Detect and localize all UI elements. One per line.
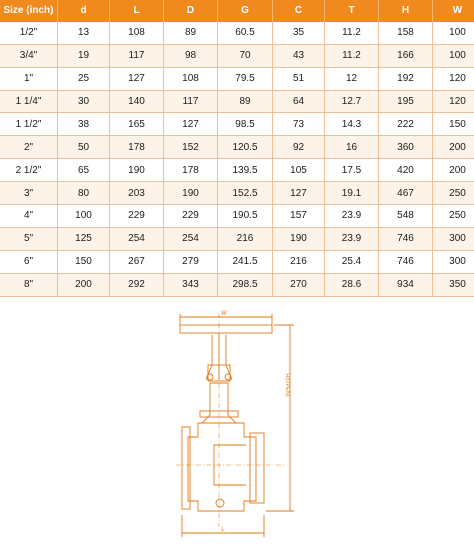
- dimension-cell: 30: [58, 90, 110, 113]
- dimension-cell: 17.5: [325, 159, 379, 182]
- dimension-cell: 50: [58, 136, 110, 159]
- dimension-cell: 178: [164, 159, 218, 182]
- gate-valve-drawing: [174, 305, 314, 545]
- dimension-cell: 60.5: [218, 22, 273, 44]
- dimension-cell: 14.3: [325, 113, 379, 136]
- size-cell: 1/2": [0, 22, 58, 44]
- handwheel-label: W: [221, 311, 227, 317]
- valve-body: [188, 423, 256, 511]
- dimension-cell: 11.2: [325, 22, 379, 44]
- column-header: D: [164, 0, 218, 22]
- dimension-cell: 43: [273, 44, 325, 67]
- dimension-cell: 25.4: [325, 250, 379, 273]
- table-row: [0, 22, 474, 44]
- table-row: [0, 136, 474, 159]
- dimension-cell: 192: [379, 67, 433, 90]
- dimension-cell: 79.5: [218, 67, 273, 90]
- dimension-cell: 120: [433, 90, 474, 113]
- table-row: [0, 227, 474, 250]
- table-row: [0, 250, 474, 273]
- size-cell: 2": [0, 136, 58, 159]
- dimension-cell: 178: [110, 136, 164, 159]
- dimension-cell: 120: [433, 67, 474, 90]
- dimension-cell: 117: [164, 90, 218, 113]
- column-header: W: [433, 0, 474, 22]
- dimension-cell: 16: [325, 136, 379, 159]
- column-header: T: [325, 0, 379, 22]
- dimension-cell: 279: [164, 250, 218, 273]
- dimension-cell: 166: [379, 44, 433, 67]
- table-row: [0, 44, 474, 67]
- dimension-cell: 300: [433, 227, 474, 250]
- drain-plug: [216, 499, 224, 507]
- dimension-cell: 300: [433, 250, 474, 273]
- size-cell: 2 1/2": [0, 159, 58, 182]
- dimension-cell: 343: [164, 273, 218, 296]
- column-header: L: [110, 0, 164, 22]
- dimension-cell: 203: [110, 182, 164, 205]
- table-row: [0, 113, 474, 136]
- size-cell: 6": [0, 250, 58, 273]
- dimension-cell: 11.2: [325, 44, 379, 67]
- dimension-cell: 150: [433, 113, 474, 136]
- size-cell: 1 1/2": [0, 113, 58, 136]
- dimension-cell: 200: [433, 136, 474, 159]
- size-cell: 8": [0, 273, 58, 296]
- dimension-cell: 140: [110, 90, 164, 113]
- dimension-cell: 12: [325, 67, 379, 90]
- dimension-cell: 250: [433, 182, 474, 205]
- dimension-cell: 127: [110, 67, 164, 90]
- dimension-cell: 92: [273, 136, 325, 159]
- dimension-cell: 254: [164, 227, 218, 250]
- dimension-cell: 19: [58, 44, 110, 67]
- dimension-cell: 100: [58, 205, 110, 228]
- dimension-cell: 229: [110, 205, 164, 228]
- dimension-cell: 190.5: [218, 205, 273, 228]
- right-end-port: [250, 433, 264, 503]
- dimension-cell: 158: [379, 22, 433, 44]
- dimension-cell: 157: [273, 205, 325, 228]
- dimension-cell: 216: [273, 250, 325, 273]
- dimension-cell: 350: [433, 273, 474, 296]
- dimension-cell: 127: [164, 113, 218, 136]
- dimension-cell: 89: [164, 22, 218, 44]
- handwheel-outline: [180, 325, 272, 333]
- dimension-cell: 746: [379, 227, 433, 250]
- dimension-cell: 270: [273, 273, 325, 296]
- dimension-cell: 152: [164, 136, 218, 159]
- dimension-cell: 298.5: [218, 273, 273, 296]
- dimension-cell: 89: [218, 90, 273, 113]
- left-end-flange: [182, 427, 190, 509]
- dimension-cell: 28.6: [325, 273, 379, 296]
- table-row: [0, 273, 474, 296]
- dimension-cell: 152.5: [218, 182, 273, 205]
- dimension-cell: 98: [164, 44, 218, 67]
- dimension-cell: 117: [110, 44, 164, 67]
- column-header: G: [218, 0, 273, 22]
- column-header: C: [273, 0, 325, 22]
- dimension-cell: 467: [379, 182, 433, 205]
- dimension-cell: 13: [58, 22, 110, 44]
- dimension-cell: 25: [58, 67, 110, 90]
- dimension-cell: 292: [110, 273, 164, 296]
- size-cell: 5": [0, 227, 58, 250]
- dimension-cell: 200: [433, 159, 474, 182]
- dimension-cell: 80: [58, 182, 110, 205]
- table-row: [0, 159, 474, 182]
- dimension-cell: 12.7: [325, 90, 379, 113]
- dimension-cell: 127: [273, 182, 325, 205]
- dimension-cell: 73: [273, 113, 325, 136]
- table-header-row: [0, 0, 474, 22]
- dimension-cell: 746: [379, 250, 433, 273]
- dimension-cell: 120.5: [218, 136, 273, 159]
- dimension-cell: 65: [58, 159, 110, 182]
- column-header: Size (inch): [0, 0, 58, 22]
- table-row: [0, 90, 474, 113]
- dimension-cell: 267: [110, 250, 164, 273]
- dimension-cell: 51: [273, 67, 325, 90]
- dimension-cell: 222: [379, 113, 433, 136]
- dimension-cell: 165: [110, 113, 164, 136]
- dimension-cell: 23.9: [325, 227, 379, 250]
- dimension-cell: 100: [433, 22, 474, 44]
- dimension-cell: 38: [58, 113, 110, 136]
- dimension-cell: 250: [433, 205, 474, 228]
- column-header: H: [379, 0, 433, 22]
- table-row: [0, 67, 474, 90]
- dimension-cell: 139.5: [218, 159, 273, 182]
- dimension-cell: 229: [164, 205, 218, 228]
- dimension-cell: 70: [218, 44, 273, 67]
- dimension-cell: 23.9: [325, 205, 379, 228]
- dimension-cell: 934: [379, 273, 433, 296]
- dimension-cell: 35: [273, 22, 325, 44]
- dimension-cell: 98.5: [218, 113, 273, 136]
- dimension-cell: 64: [273, 90, 325, 113]
- dimension-cell: 19.1: [325, 182, 379, 205]
- dimension-cell: 100: [433, 44, 474, 67]
- size-cell: 4": [0, 205, 58, 228]
- dimension-cell: 190: [164, 182, 218, 205]
- size-cell: 1 1/4": [0, 90, 58, 113]
- dimension-cell: 108: [110, 22, 164, 44]
- column-header: d: [58, 0, 110, 22]
- table-row: [0, 182, 474, 205]
- dimension-cell: 548: [379, 205, 433, 228]
- dimension-cell: 125: [58, 227, 110, 250]
- dimension-cell: 241.5: [218, 250, 273, 273]
- dimension-cell: 195: [379, 90, 433, 113]
- dimension-cell: 190: [273, 227, 325, 250]
- dimension-cell: 108: [164, 67, 218, 90]
- dimension-cell: 254: [110, 227, 164, 250]
- dimension-cell: 200: [58, 273, 110, 296]
- dimension-cell: 190: [110, 159, 164, 182]
- dimension-cell: 105: [273, 159, 325, 182]
- length-label: L: [221, 527, 225, 533]
- dimension-cell: 216: [218, 227, 273, 250]
- dimension-cell: 150: [58, 250, 110, 273]
- dimension-cell: 420: [379, 159, 433, 182]
- size-cell: 3/4": [0, 44, 58, 67]
- size-cell: 3": [0, 182, 58, 205]
- size-cell: 1": [0, 67, 58, 90]
- dimension-cell: 360: [379, 136, 433, 159]
- table-row: [0, 205, 474, 228]
- height-label: H(OPEN): [284, 373, 290, 397]
